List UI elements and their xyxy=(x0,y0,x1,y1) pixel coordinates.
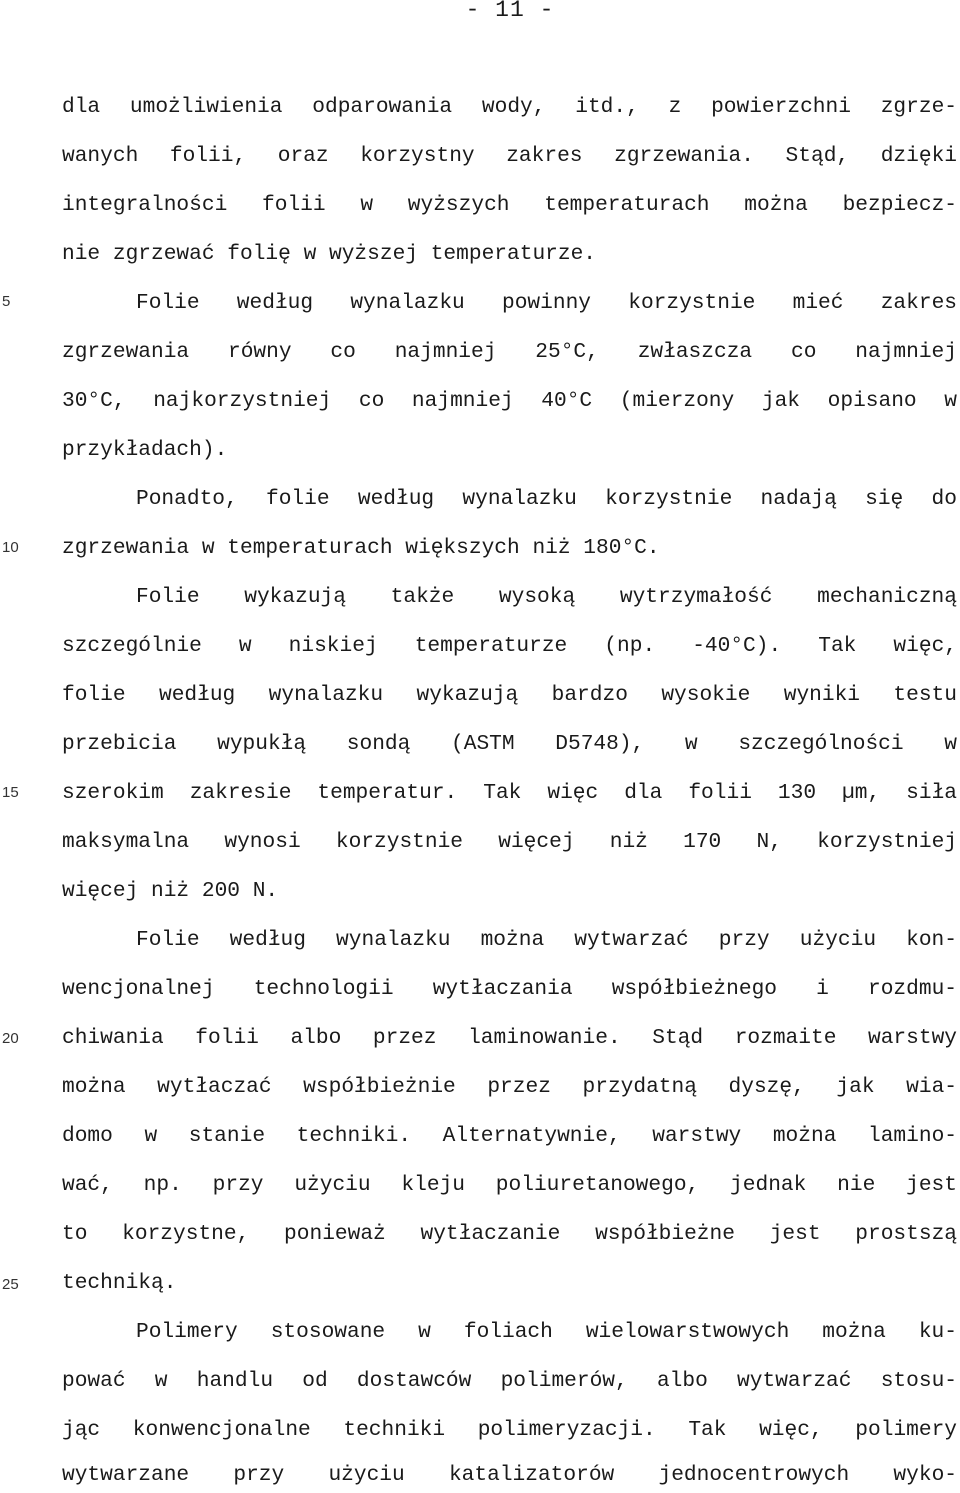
line-number-25: 25 xyxy=(2,1276,19,1293)
text-line: szerokim zakresie temperatur. Tak więc dla folii 130 µm, siła xyxy=(62,781,957,805)
text-line: przykładach). xyxy=(62,438,228,462)
line-number-20: 20 xyxy=(2,1030,19,1047)
text-line: pować w handlu od dostawców polimerów, albo wytwarzać stosu- xyxy=(62,1369,957,1393)
text-line: Ponadto, folie według wynalazku korzystnie nadają się do xyxy=(136,487,957,511)
text-line: Folie według wynalazku powinny korzystnie mieć zakres xyxy=(136,291,957,315)
text-line: zgrzewania równy co najmniej 25°C, zwłaszcza co najmniej xyxy=(62,340,957,364)
text-line: wać, np. przy użyciu kleju poliuretanowego, jednak nie jest xyxy=(62,1173,957,1197)
text-line: integralności folii w wyższych temperaturach można bezpiecz- xyxy=(62,193,957,217)
line-number-10: 10 xyxy=(2,539,19,556)
text-line: przebicia wypukłą sondą (ASTM D5748), w szczególności w xyxy=(62,732,957,756)
text-line: szczególnie w niskiej temperaturze (np. -40°C). Tak więc, xyxy=(62,634,957,658)
text-line: maksymalna wynosi korzystnie więcej niż 170 N, korzystniej xyxy=(62,830,957,854)
page-number: - 11 - xyxy=(465,0,555,23)
line-number-15: 15 xyxy=(2,784,19,801)
text-line: Folie według wynalazku można wytwarzać przy użyciu kon- xyxy=(136,928,957,952)
text-line: chiwania folii albo przez laminowanie. Stąd rozmaite warstwy xyxy=(62,1026,957,1050)
text-line: zgrzewania w temperaturach większych niż 180°C. xyxy=(62,536,660,560)
text-line: 30°C, najkorzystniej co najmniej 40°C (mierzony jak opisano w xyxy=(62,389,957,413)
text-line: dla umożliwienia odparowania wody, itd., z powierzchni zgrze- xyxy=(62,95,957,119)
text-line: można wytłaczać współbieżnie przez przydatną dyszę, jak wia- xyxy=(62,1075,957,1099)
text-line: wytwarzane przy użyciu katalizatorów jednocentrowych wyko- xyxy=(62,1463,957,1487)
text-line: wencjonalnej technologii wytłaczania współbieżnego i rozdmu- xyxy=(62,977,957,1001)
text-line: folie według wynalazku wykazują bardzo wysokie wyniki testu xyxy=(62,683,957,707)
text-line: więcej niż 200 N. xyxy=(62,879,279,903)
text-line: jąc konwencjonalne techniki polimeryzacji. Tak więc, polimery xyxy=(62,1418,957,1442)
text-line: domo w stanie techniki. Alternatywnie, warstwy można lamino- xyxy=(62,1124,957,1148)
text-line: techniką. xyxy=(62,1271,177,1295)
line-number-5: 5 xyxy=(2,293,11,310)
text-line: to korzystne, ponieważ wytłaczanie współbieżne jest prostszą xyxy=(62,1222,957,1246)
text-line: Folie wykazują także wysoką wytrzymałość mechaniczną xyxy=(136,585,957,609)
text-line: nie zgrzewać folię w wyższej temperaturze. xyxy=(62,242,597,266)
text-line: Polimery stosowane w foliach wielowarstwowych można ku- xyxy=(136,1320,957,1344)
text-line: wanych folii, oraz korzystny zakres zgrzewania. Stąd, dzięki xyxy=(62,144,957,168)
